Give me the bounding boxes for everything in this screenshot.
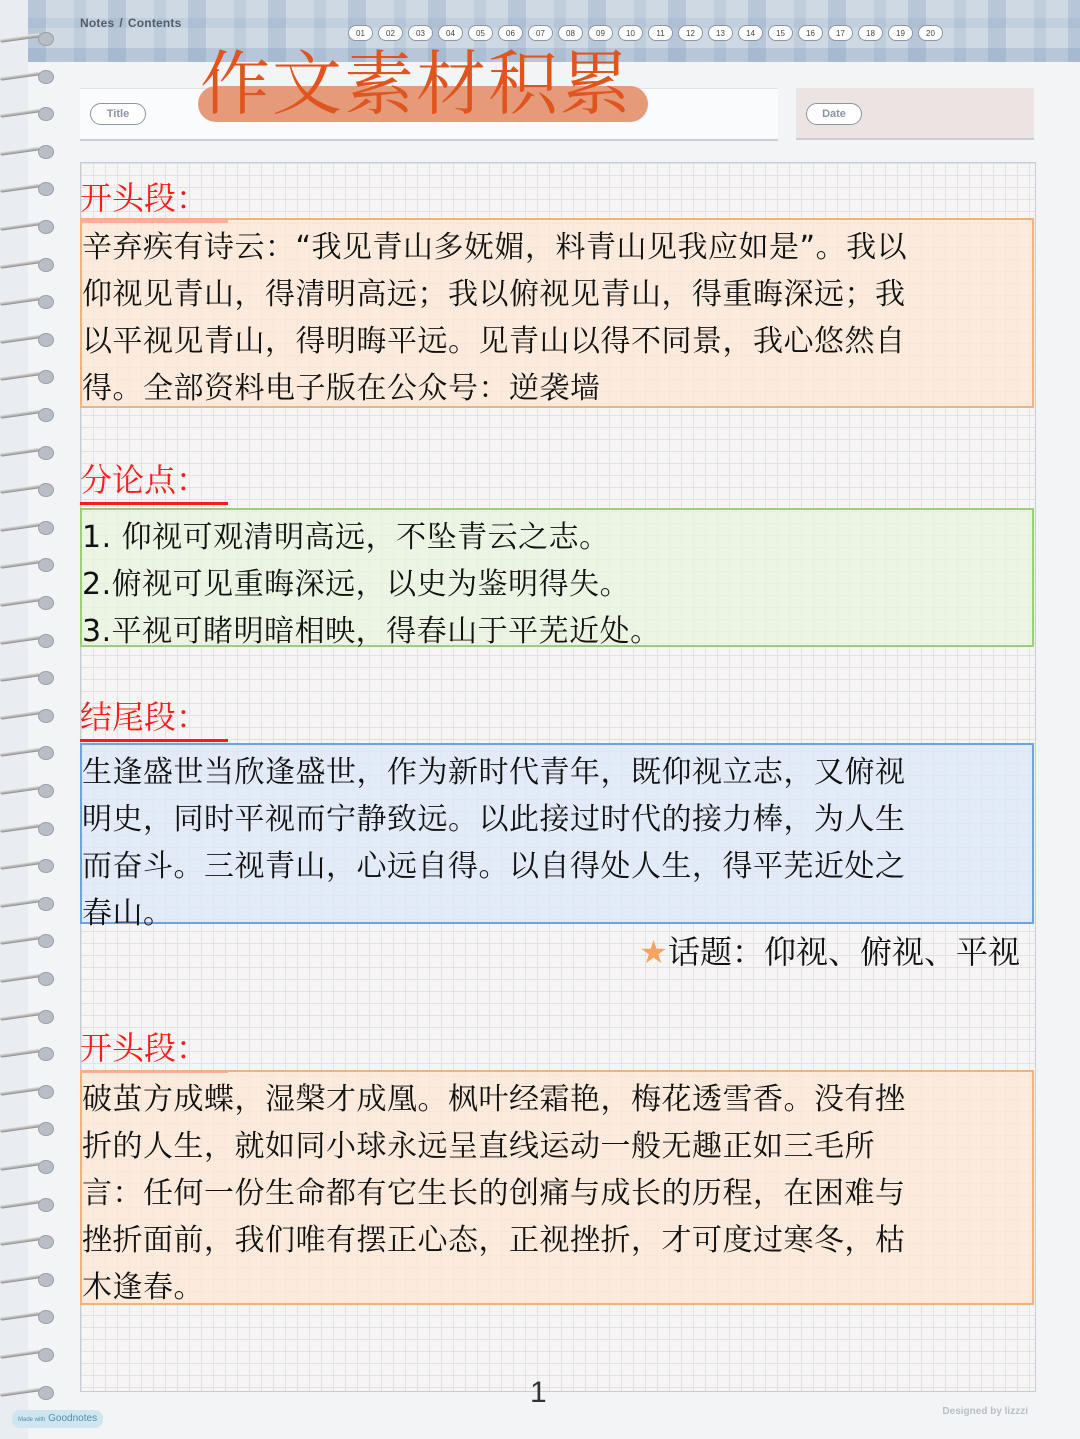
- breadcrumb-notes[interactable]: Notes: [80, 16, 115, 30]
- ring-wire: [0, 447, 40, 457]
- page-tab[interactable]: 04: [438, 25, 463, 41]
- ring-wire: [0, 71, 40, 81]
- ring-wire: [0, 184, 40, 194]
- spiral-ring: [0, 669, 58, 685]
- ring-wire: [0, 108, 40, 118]
- spiral-ring: [0, 481, 58, 497]
- ring-hole: [38, 1310, 54, 1324]
- ending-paragraph-box: [80, 743, 1034, 931]
- spiral-ring: [0, 1271, 58, 1287]
- spiral-ring: [0, 105, 58, 121]
- ring-hole: [38, 370, 54, 384]
- text-line: 破茧方成蝶，湿槃才成凰。枫叶经霜艳，梅花透雪香。没有挫: [82, 1082, 906, 1117]
- ring-wire: [0, 1086, 40, 1096]
- text-line: 木逢春。: [82, 1270, 204, 1305]
- page-tab[interactable]: 02: [378, 25, 403, 41]
- date-label: Date: [806, 103, 862, 125]
- ring-hole: [38, 182, 54, 196]
- spiral-ring: [0, 180, 58, 196]
- spiral-ring: [0, 556, 58, 572]
- ring-hole: [38, 32, 54, 46]
- ring-wire: [0, 146, 40, 156]
- designer-credit: Designed by lizzzi: [942, 1406, 1028, 1417]
- title-label: Title: [90, 103, 146, 125]
- spiral-ring: [0, 406, 58, 422]
- spiral-ring: [0, 368, 58, 384]
- page-tab[interactable]: 01: [348, 25, 373, 41]
- spiral-ring: [0, 519, 58, 535]
- goodnotes-logo: Goodnotes: [48, 1413, 98, 1424]
- ring-hole: [38, 784, 54, 798]
- opening-paragraph-box: [80, 218, 1034, 408]
- spiral-ring: [0, 707, 58, 723]
- text-line: 2.俯视可见重晦深远，以史为鉴明得失。: [82, 567, 631, 602]
- page-tab[interactable]: 20: [918, 25, 943, 41]
- spiral-ring: [0, 857, 58, 873]
- ring-wire: [0, 785, 40, 795]
- goodnotes-badge: [12, 1410, 103, 1428]
- spiral-ring: [0, 594, 58, 610]
- spiral-ring: [0, 1346, 58, 1362]
- ring-wire: [0, 560, 40, 570]
- ring-wire: [0, 672, 40, 682]
- ring-hole: [38, 859, 54, 873]
- ring-wire: [0, 1236, 40, 1246]
- spiral-ring: [0, 932, 58, 948]
- ring-hole: [38, 746, 54, 760]
- ring-wire: [0, 372, 40, 382]
- section-heading-ending: 结尾段：: [80, 697, 228, 742]
- text-line: 仰视见青山，得清明高远；我以俯视见青山，得重晦深远；我: [82, 277, 906, 312]
- text-line: 以平视见青山，得明晦平远。见青山以得不同景，我心悠然自: [82, 324, 906, 359]
- topic-line: [639, 930, 1020, 974]
- text-line: 生逢盛世当欣逢盛世，作为新时代青年，既仰视立志，又俯视: [82, 755, 906, 790]
- page-tab[interactable]: 09: [588, 25, 613, 41]
- ring-hole: [38, 709, 54, 723]
- spiral-ring: [0, 970, 58, 986]
- ring-hole: [38, 258, 54, 272]
- ring-wire: [0, 33, 40, 43]
- ring-wire: [0, 823, 40, 833]
- ring-hole: [38, 1122, 54, 1136]
- page-tab[interactable]: 18: [858, 25, 883, 41]
- page-tab[interactable]: 17: [828, 25, 853, 41]
- ring-wire: [0, 484, 40, 494]
- page-tab[interactable]: 19: [888, 25, 913, 41]
- ring-hole: [38, 408, 54, 422]
- text-line: 辛弃疾有诗云：“我见青山多妩媚，料青山见我应如是”。我以: [82, 230, 908, 265]
- ring-hole: [38, 1160, 54, 1174]
- spiral-ring: [0, 143, 58, 159]
- ring-wire: [0, 1161, 40, 1171]
- ring-hole: [38, 521, 54, 535]
- spiral-ring: [0, 1384, 58, 1400]
- spiral-ring: [0, 30, 58, 46]
- ring-hole: [38, 558, 54, 572]
- ring-wire: [0, 597, 40, 607]
- ring-hole: [38, 1085, 54, 1099]
- spiral-ring: [0, 444, 58, 460]
- text-line: 言：任何一份生命都有它生长的创痛与成长的历程，在困难与: [82, 1176, 906, 1211]
- ring-hole: [38, 70, 54, 84]
- ring-wire: [0, 1199, 40, 1209]
- text-line: 折的人生，就如同小球永远呈直线运动一般无趣正如三毛所: [82, 1129, 875, 1164]
- ring-hole: [38, 145, 54, 159]
- ring-hole: [38, 972, 54, 986]
- ring-hole: [38, 934, 54, 948]
- spiral-ring: [0, 744, 58, 760]
- ring-hole: [38, 220, 54, 234]
- opening-paragraph-box-2: [80, 1070, 1034, 1305]
- ring-hole: [38, 107, 54, 121]
- ring-wire: [0, 522, 40, 532]
- section-heading-subpoints: 分论点：: [80, 460, 228, 505]
- section-heading-opening-2: 开头段：: [80, 1028, 228, 1073]
- page-tab[interactable]: 12: [678, 25, 703, 41]
- spiral-ring: [0, 1158, 58, 1174]
- goodnotes-prefix: Made with: [18, 1417, 46, 1423]
- ring-hole: [38, 671, 54, 685]
- spiral-ring: [0, 218, 58, 234]
- page-number: 1: [530, 1376, 547, 1409]
- spiral-ring: [0, 331, 58, 347]
- page-tab[interactable]: 16: [798, 25, 823, 41]
- ring-hole: [38, 1198, 54, 1212]
- spiral-ring: [0, 1120, 58, 1136]
- ring-wire: [0, 1048, 40, 1058]
- spiral-ring: [0, 1308, 58, 1324]
- ring-hole: [38, 897, 54, 911]
- ring-wire: [0, 1387, 40, 1397]
- breadcrumb-separator: /: [119, 16, 123, 30]
- page-tab[interactable]: 06: [498, 25, 523, 41]
- ring-wire: [0, 1011, 40, 1021]
- text-line: 1. 仰视可观清明高远，不坠青云之志。: [82, 520, 610, 555]
- spiral-ring: [0, 256, 58, 272]
- ring-hole: [38, 295, 54, 309]
- spiral-ring: [0, 1233, 58, 1249]
- text-line: 3.平视可睹明暗相映，得春山于平芜近处。: [82, 614, 661, 649]
- ring-wire: [0, 936, 40, 946]
- ring-hole: [38, 1010, 54, 1024]
- ring-wire: [0, 1349, 40, 1359]
- ring-hole: [38, 596, 54, 610]
- page-tab[interactable]: 10: [618, 25, 643, 41]
- ring-wire: [0, 748, 40, 758]
- spiral-ring: [0, 293, 58, 309]
- ring-wire: [0, 221, 40, 231]
- text-line: 明史，同时平视而宁静致远。以此接过时代的接力棒，为人生: [82, 802, 906, 837]
- page-tab[interactable]: 03: [408, 25, 433, 41]
- subpoints-box: [80, 508, 1034, 647]
- spiral-ring: [0, 895, 58, 911]
- page-tab[interactable]: 11: [648, 25, 673, 41]
- ring-wire: [0, 296, 40, 306]
- ring-wire: [0, 710, 40, 720]
- ring-wire: [0, 1124, 40, 1134]
- spiral-ring: [0, 1083, 58, 1099]
- page-tab[interactable]: 05: [468, 25, 493, 41]
- spiral-ring: [0, 632, 58, 648]
- ring-wire: [0, 898, 40, 908]
- ring-wire: [0, 1312, 40, 1322]
- page-tab[interactable]: 08: [558, 25, 583, 41]
- ring-hole: [38, 1386, 54, 1400]
- spiral-ring: [0, 1045, 58, 1061]
- spiral-ring: [0, 782, 58, 798]
- star-icon: ★: [639, 933, 668, 971]
- ring-hole: [38, 483, 54, 497]
- ring-hole: [38, 446, 54, 460]
- spiral-ring: [0, 1196, 58, 1212]
- section-heading-opening: 开头段：: [80, 178, 228, 223]
- breadcrumb: [80, 16, 182, 30]
- text-line: 挫折面前，我们唯有摆正心态，正视挫折，才可度过寒冬，枯: [82, 1223, 906, 1258]
- ring-wire: [0, 409, 40, 419]
- ring-hole: [38, 1047, 54, 1061]
- ring-hole: [38, 1348, 54, 1362]
- ring-hole: [38, 333, 54, 347]
- ring-wire: [0, 635, 40, 645]
- ring-wire: [0, 1274, 40, 1284]
- ring-hole: [38, 1235, 54, 1249]
- spiral-ring: [0, 68, 58, 84]
- spiral-ring: [0, 1008, 58, 1024]
- ring-hole: [38, 634, 54, 648]
- topic-text: 话题：仰视、俯视、平视: [667, 933, 1020, 971]
- ring-wire: [0, 860, 40, 870]
- ring-wire: [0, 259, 40, 269]
- page-tab[interactable]: 15: [768, 25, 793, 41]
- ring-wire: [0, 973, 40, 983]
- text-line: 春山。: [82, 896, 174, 931]
- text-line: 得。全部资料电子版在公众号：逆袭墙: [82, 371, 601, 406]
- page-tab-strip: [348, 25, 943, 41]
- page-tab[interactable]: 07: [528, 25, 553, 41]
- page-title: 作文素材积累: [200, 43, 632, 125]
- page-tab[interactable]: 13: [708, 25, 733, 41]
- ring-hole: [38, 822, 54, 836]
- text-line: 而奋斗。三视青山，心远自得。以自得处人生，得平芜近处之: [82, 849, 906, 884]
- page-tab[interactable]: 14: [738, 25, 763, 41]
- breadcrumb-contents[interactable]: Contents: [127, 16, 182, 30]
- spiral-ring: [0, 820, 58, 836]
- ring-wire: [0, 334, 40, 344]
- ring-hole: [38, 1273, 54, 1287]
